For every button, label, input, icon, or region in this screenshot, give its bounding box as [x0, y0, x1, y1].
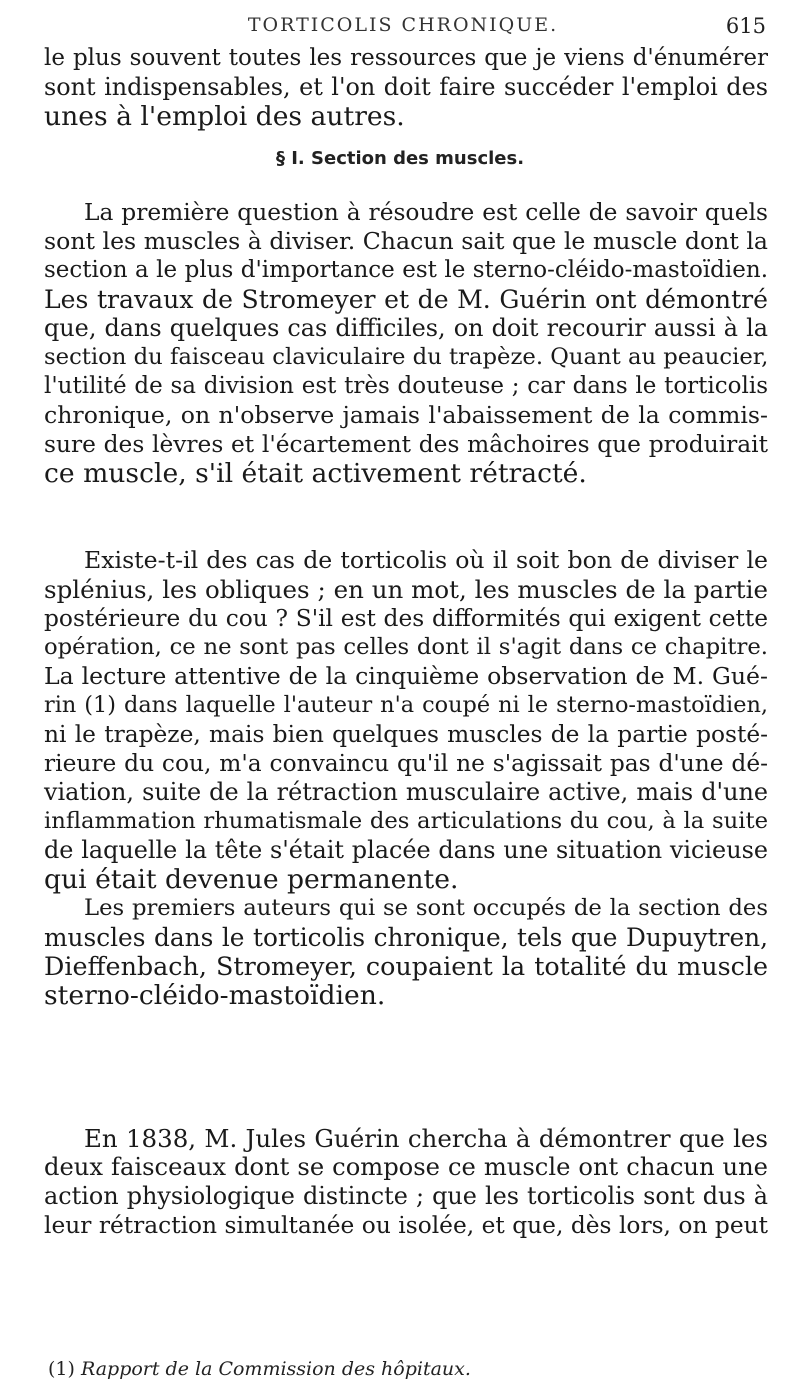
text-line: Les travaux de Stromeyer et de M. Guérin ont démontré	[44, 285, 768, 314]
text-line: ce muscle, s'il était activement rétracté.	[44, 458, 587, 489]
text-line: l'utilité de sa division est très douteuse ; car dans le torticolis	[44, 373, 768, 399]
text-line: viation, suite de la rétraction musculaire active, mais d'une	[44, 778, 768, 806]
text-line: qui était devenue permanente.	[44, 864, 459, 895]
paragraph-muscles-to-divide	[44, 198, 768, 488]
page-number: 615	[725, 14, 766, 38]
text-line: Les premiers auteurs qui se sont occupés de la section des	[84, 895, 768, 921]
footnote	[48, 1358, 471, 1380]
text-line: Dieffenbach, Stromeyer, coupaient la totalité du muscle	[44, 951, 768, 981]
text-line: action physiologique distincte ; que les torticolis sont dus à	[44, 1182, 768, 1210]
text-line: de laquelle la tête s'était placée dans une situation vicieuse	[44, 836, 768, 864]
continuation-paragraph	[44, 44, 768, 131]
text-line: section a le plus d'importance est le sterno-cléido-mastoïdien.	[44, 257, 768, 283]
text-line: inflammation rhumatismale des articulations du cou, à la suite	[44, 808, 768, 834]
paragraph-guerin-1838	[44, 1124, 768, 1240]
text-line: le plus souvent toutes les ressources que je viens d'énumérer	[44, 45, 768, 71]
text-line: opération, ce ne sont pas celles dont il s'agit dans ce chapitre.	[44, 634, 768, 660]
text-line: section du faisceau claviculaire du trapèze. Quant au peaucier,	[44, 344, 769, 370]
text-line: sterno-cléido-mastoïdien.	[44, 980, 386, 1011]
section-heading: § I. Section des muscles.	[275, 148, 525, 169]
footnote-text: Rapport de la Commission des hôpitaux.	[80, 1358, 471, 1380]
text-line: La lecture attentive de la cinquième observation de M. Gué-	[44, 662, 768, 690]
text-line: Existe-t-il des cas de torticolis où il soit bon de diviser le	[84, 546, 768, 574]
text-line: deux faisceaux dont se compose ce muscle ont chacun une	[44, 1153, 768, 1181]
text-line: La première question à résoudre est celle de savoir quels	[84, 199, 768, 226]
text-line: que, dans quelques cas difficiles, on doit recourir aussi à la	[44, 314, 768, 342]
text-line: sure des lèvres et l'écartement des mâchoires que produirait	[44, 431, 768, 458]
paragraph-posterior-muscles	[44, 546, 768, 1010]
text-line: sont indispensables, et l'on doit faire succéder l'emploi des	[44, 73, 768, 101]
text-line: En 1838, M. Jules Guérin chercha à démontrer que les	[84, 1124, 768, 1153]
text-line: chronique, on n'observe jamais l'abaissement de la commis-	[44, 401, 768, 429]
text-line: ni le trapèze, mais bien quelques muscles de la partie posté-	[44, 721, 768, 748]
text-line: muscles dans le torticolis chronique, tels que Dupuytren,	[44, 923, 768, 952]
running-head	[40, 14, 766, 40]
text-line: postérieure du cou ? S'il est des difformités qui exigent cette	[44, 605, 768, 632]
text-line: rin (1) dans laquelle l'auteur n'a coupé ni le sterno-mastoïdien,	[44, 692, 768, 718]
text-line: splénius, les obliques ; en un mot, les muscles de la partie	[44, 575, 768, 604]
text-line: unes à l'emploi des autres.	[44, 101, 405, 132]
running-title: TORTICOLIS CHRONIQUE.	[247, 14, 559, 36]
text-line: sont les muscles à diviser. Chacun sait que le muscle dont la	[44, 227, 768, 255]
footnote-marker: (1)	[48, 1358, 75, 1380]
text-line: rieure du cou, m'a convaincu qu'il ne s'agissait pas d'une dé-	[44, 750, 768, 777]
text-line: leur rétraction simultanée ou isolée, et que, dès lors, on peut	[44, 1212, 768, 1239]
